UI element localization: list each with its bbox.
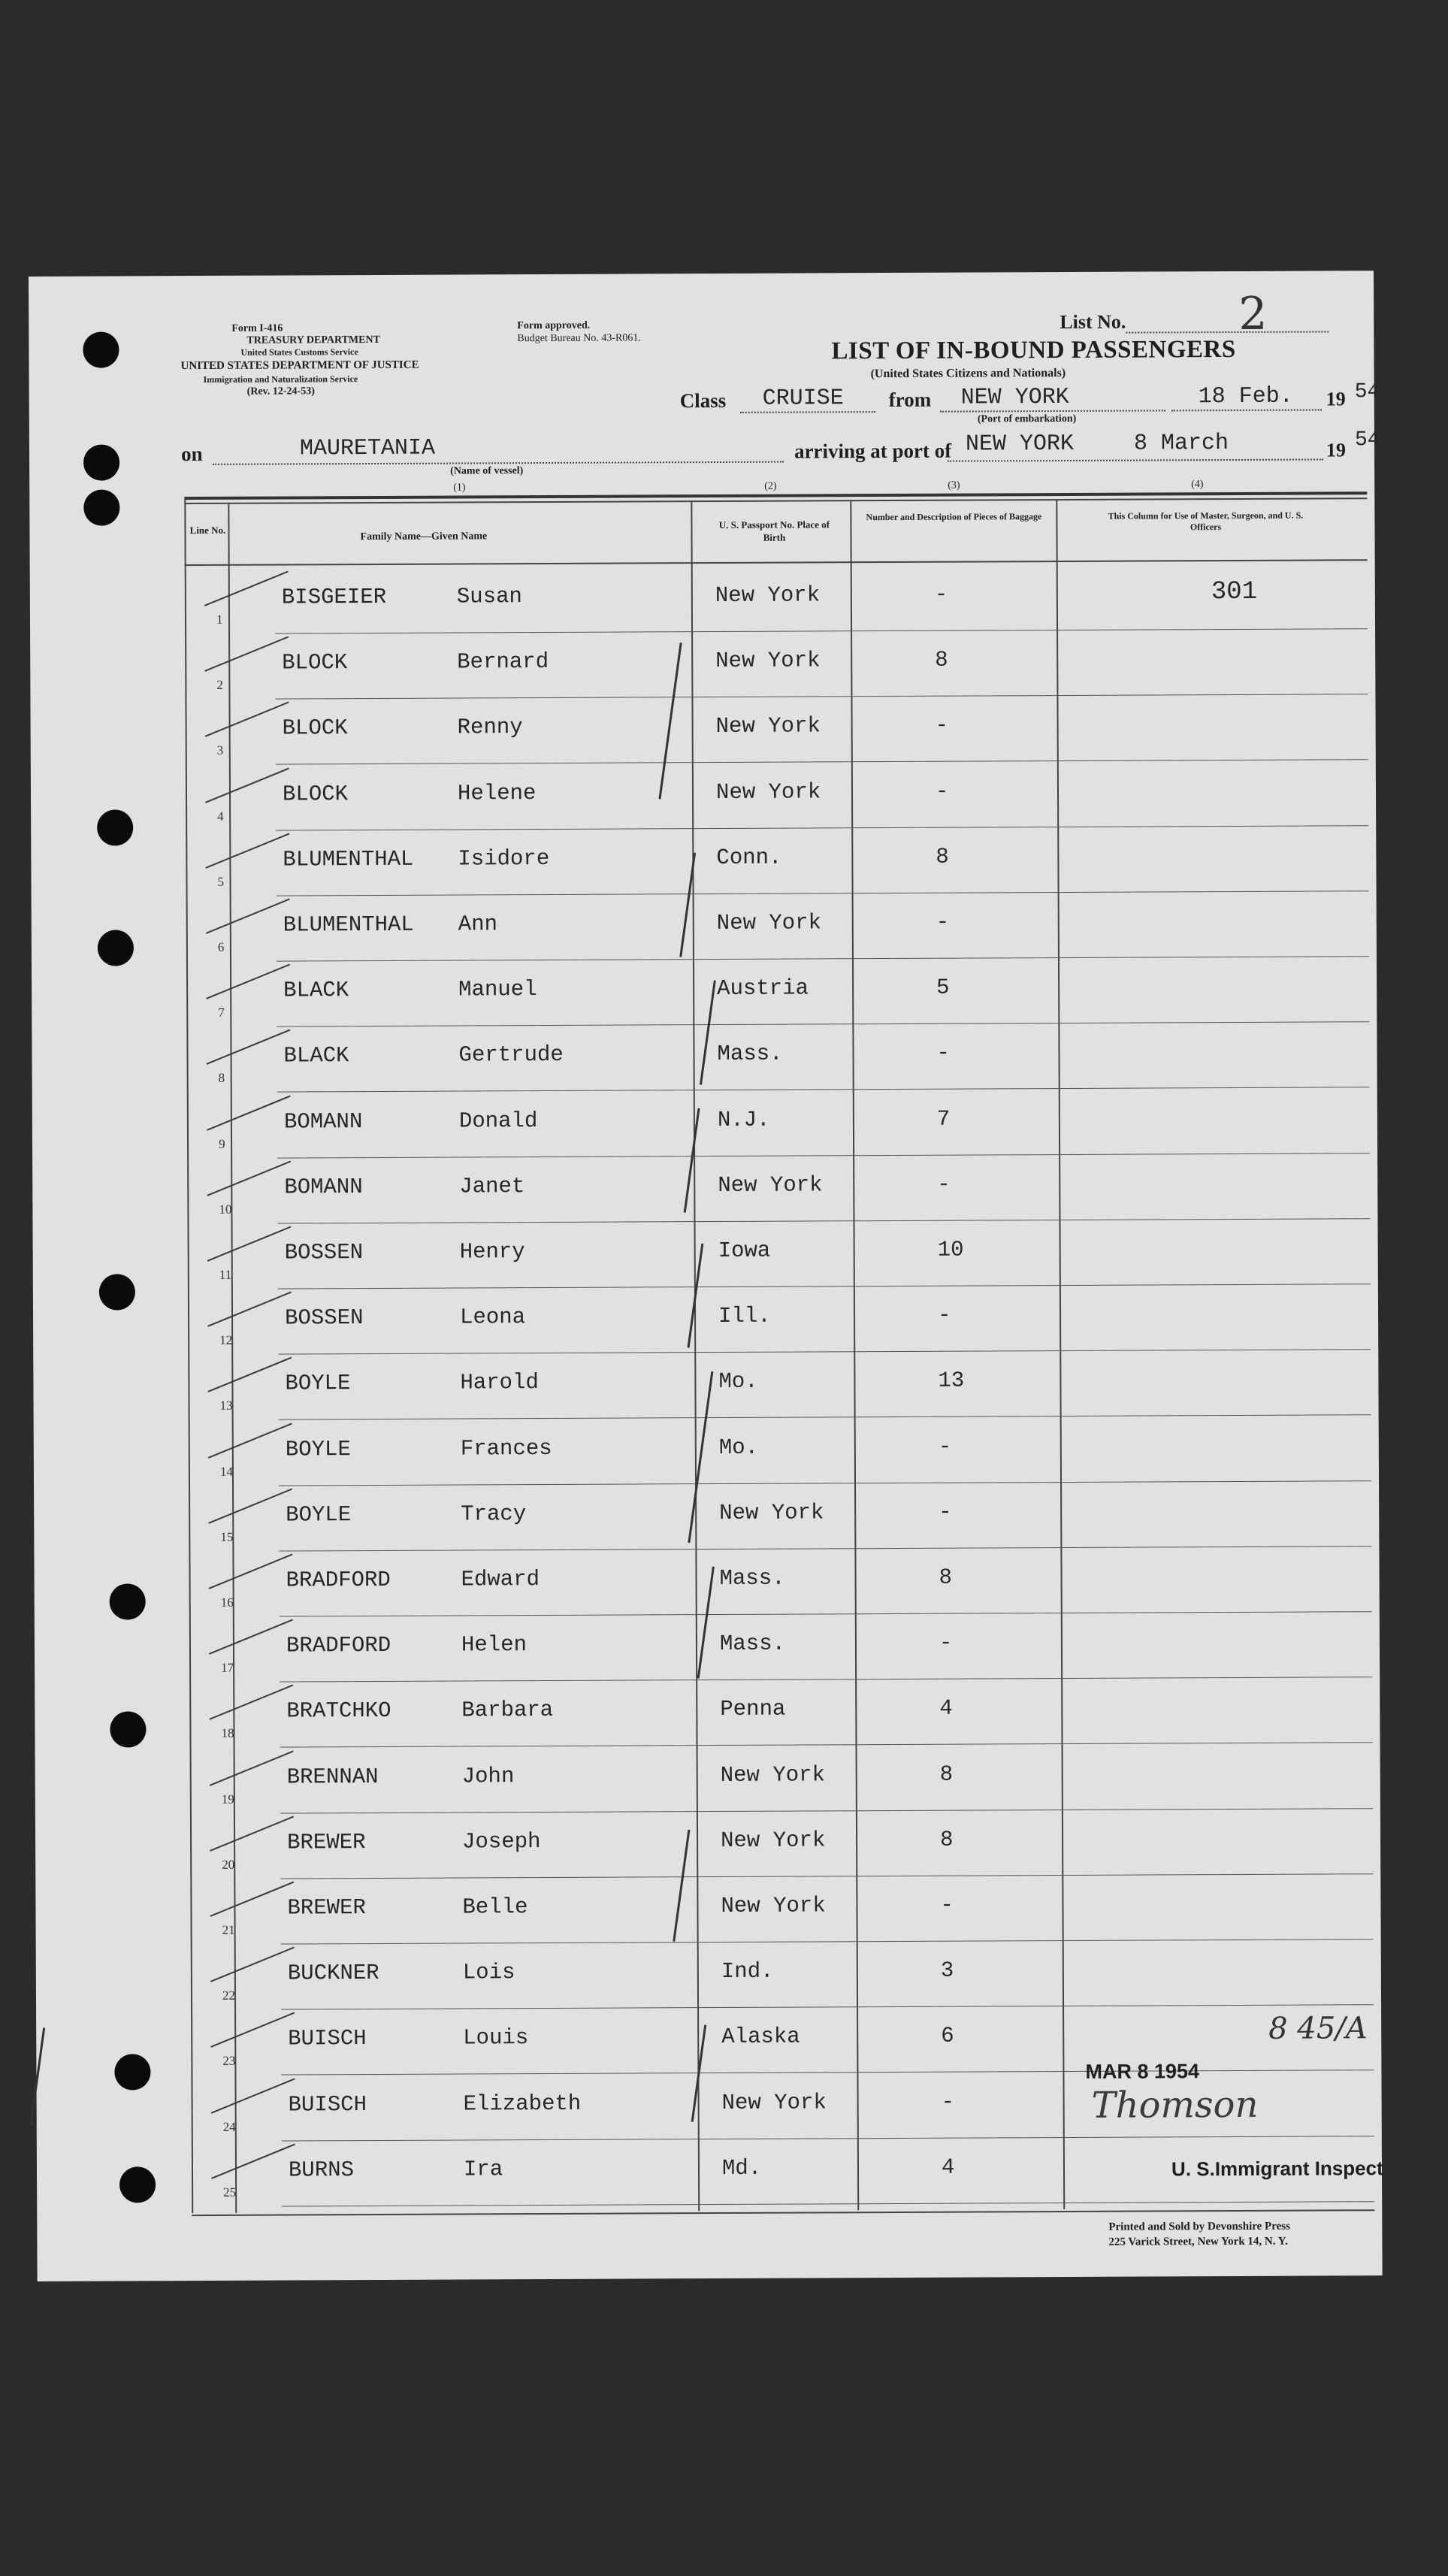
col-number: (1) [453,482,466,494]
baggage-count: 8 [935,647,948,673]
baggage-count: - [937,1172,951,1197]
given-name: Helen [461,1632,528,1658]
document-title: LIST OF IN-BOUND PASSENGERS [831,335,1236,365]
printer-line: 225 Varick Street, New York 14, N. Y. [1108,2235,1288,2248]
birth-place: Mass. [717,1042,783,1067]
line-number: 24 [222,2119,236,2134]
baggage-count: - [941,2089,955,2115]
given-name: Belle [462,1894,528,1920]
tally-slash [211,2143,295,2178]
given-name: Leona [459,1305,526,1330]
class-value: CRUISE [762,385,844,412]
line-number: 7 [218,1005,225,1020]
given-name: Janet [459,1173,525,1199]
tally-slash [207,1095,291,1130]
birth-place: New York [721,1828,826,1853]
family-name: BUISCH [288,2091,367,2118]
family-name: BOSSEN [284,1240,364,1265]
given-name: Harold [460,1370,539,1395]
birth-place: New York [720,1761,826,1788]
line-number: 9 [218,1136,225,1151]
baggage-count: - [939,1499,952,1525]
port-of-embarkation-caption: (Port of embarkation) [977,413,1077,425]
given-name: Isidore [458,845,550,872]
given-name: Manuel [458,977,537,1002]
col-number: (4) [1191,479,1204,491]
table-row [35,1809,1380,1880]
arrival-underline [948,458,1323,461]
given-name: Tracy [461,1501,527,1527]
department-line: United States Customs Service [240,346,358,358]
family-name: BOYLE [285,1371,351,1396]
tally-slash [205,767,289,803]
baggage-count: 8 [939,1565,953,1590]
tally-slash [209,1685,293,1720]
birth-place: New York [715,713,821,739]
tally-slash [211,2078,295,2113]
printer-line: Printed and Sold by Devonshire Press [1108,2220,1290,2233]
baggage-count: - [936,909,950,935]
tally-slash [207,1160,291,1196]
table-row [34,1481,1379,1553]
birth-place: New York [719,1500,824,1525]
line-number: 1 [216,612,223,627]
birth-place: Iowa [718,1238,771,1264]
table-row [36,1940,1381,2011]
birth-place: New York [715,648,821,674]
line-number: 13 [219,1398,233,1413]
tally-slash [209,1619,293,1655]
line-number: 5 [217,874,225,889]
birth-place: New York [721,1893,826,1918]
class-underline [740,411,875,413]
year-prefix: 19 [1326,439,1347,461]
stamp-date: MAR 8 1954 [1085,2060,1200,2083]
line-number: 2 [216,678,223,693]
table-row [35,1874,1380,1946]
form-approved: Form approved. [517,319,591,332]
given-name: Frances [460,1435,552,1462]
baggage-count: 10 [937,1237,964,1262]
arrival-year: 54 [1354,428,1380,452]
date-underline [1171,409,1322,411]
given-name: Donald [458,1108,538,1134]
given-name: Helene [457,780,537,806]
header-name: Family Name—Given Name [360,531,488,543]
line-number: 12 [219,1333,233,1348]
given-name: Gertrude [458,1042,564,1068]
given-name: Ira [463,2157,503,2182]
tally-slash [206,899,290,934]
birth-place: Ill. [718,1303,771,1329]
vessel-underline [213,461,784,465]
family-name: BLOCK [282,715,348,741]
birth-place: Ind. [721,1958,774,1985]
baggage-count: - [936,1041,950,1066]
family-name: BOYLE [286,1501,352,1528]
budget-bureau-no: Budget Bureau No. 43-R061. [517,332,641,345]
family-name: BLUMENTHAL [283,912,414,938]
table-row [33,1219,1378,1290]
line-number: 18 [221,1726,234,1741]
list-no-value: 2 [1238,287,1268,340]
col-number: (2) [764,480,777,492]
tally-slash [205,833,289,868]
punch-hole [83,331,119,367]
line-number: 6 [217,939,225,954]
family-name: BURNS [288,2157,355,2183]
punch-hole [83,444,119,480]
birth-place: Penna [720,1697,786,1722]
birth-place: Austria [717,975,809,1002]
tally-slash [208,1488,292,1523]
birth-place: N.J. [717,1107,770,1132]
baggage-count: - [939,1630,953,1655]
family-name: BREWER [287,1829,366,1855]
baggage-count: 8 [936,844,949,869]
family-name: BOYLE [285,1436,351,1462]
department-line: UNITED STATES DEPARTMENT OF JUSTICE [180,358,419,373]
family-name: BOMANN [284,1174,363,1200]
table-row [34,1416,1379,1487]
family-name: BISGEIER [281,584,387,610]
birth-place: New York [718,1172,823,1198]
given-name: Louis [463,2025,529,2051]
baggage-count: 8 [939,1761,954,1787]
stamp-title: U. S.Immigrant Inspect [1171,2157,1383,2181]
baggage-count: 6 [941,2024,954,2049]
tally-slash [210,1947,295,1982]
family-name: BLUMENTHAL [283,846,414,872]
line-number: 4 [217,809,224,824]
table-row [30,629,1375,700]
header-birthplace: U. S. Passport No. Place of Birth [718,519,830,543]
punch-hole [83,489,119,525]
family-name: BRATCHKO [286,1698,391,1724]
on-label: on [180,442,203,466]
baggage-count: 4 [941,2154,955,2180]
baggage-count: 7 [936,1106,951,1132]
table-row [30,564,1375,635]
table-bottom-rule [192,2209,1374,2216]
header-official: This Column for Use of Master, Surgeon, and U. S. Officers [1108,509,1304,533]
line-number: 3 [216,743,224,758]
official-note: 301 [1211,577,1258,607]
given-name: Renny [457,715,523,740]
baggage-count: - [934,582,948,607]
tally-slash [206,964,290,999]
birth-place: Mo. [718,1369,758,1395]
line-number: 10 [219,1202,232,1217]
tally-slash [207,1357,292,1392]
family-name: BRADFORD [286,1567,391,1593]
line-number: 20 [222,1857,235,1872]
birth-place: New York [715,582,821,609]
family-name: BUISCH [288,2026,367,2051]
family-name: BOSSEN [284,1305,364,1331]
line-number: 11 [219,1267,232,1282]
tally-slash [205,702,289,737]
list-no-underline [1126,331,1329,333]
stamp-time-note: 8 45/A [1268,2011,1368,2046]
row-rule [282,2201,1374,2206]
family-name: BLOCK [282,650,348,676]
department-line: TREASURY DEPARTMENT [246,334,380,346]
baggage-count: - [935,779,949,804]
header-line-no: Line No. [189,524,226,537]
family-name: BOMANN [283,1108,363,1135]
birth-place: Alaska [721,2024,800,2050]
line-number: 17 [221,1661,234,1676]
departure-year: 54 [1354,380,1380,404]
family-name: BREWER [287,1895,366,1921]
tally-slash [210,1882,295,1917]
table-row [32,1153,1377,1225]
arriving-label: arriving at port of [794,439,952,463]
birth-place: Mass. [719,1631,786,1657]
tally-slash [207,1292,292,1327]
baggage-count: 5 [936,975,950,1000]
tally-slash [207,1226,292,1262]
birth-place: Conn. [716,845,782,870]
form-id: Form I-416 [231,322,283,334]
tally-slash [210,1750,294,1785]
baggage-count: 3 [940,1958,954,1983]
tally-slash [208,1423,292,1458]
family-name: BRADFORD [286,1633,391,1658]
given-name: Ann [458,912,498,937]
table-row [31,760,1376,832]
given-name: Joseph [462,1828,541,1855]
line-number: 16 [220,1595,234,1610]
table-row [33,1284,1378,1356]
family-name: BUCKNER [287,1961,379,1986]
given-name: Susan [456,584,522,609]
baggage-count: - [938,1434,952,1459]
baggage-count: 13 [938,1368,965,1394]
list-no-label: List No. [1060,310,1126,334]
from-value: NEW YORK [960,384,1069,411]
table-row [32,891,1377,963]
given-name: Lois [462,1960,515,1985]
vessel-caption: (Name of vessel) [450,465,524,477]
line-number: 15 [220,1529,234,1544]
header-baggage: Number and Description of Pieces of Baggage [866,511,1042,523]
arrival-date: 8 March [1133,431,1229,457]
year-prefix: 19 [1326,388,1346,410]
given-name: Edward [461,1567,540,1592]
table-row [35,1743,1380,1815]
tally-slash [207,1029,291,1065]
line-number: 19 [221,1791,234,1807]
birth-place: Mo. [718,1435,759,1460]
given-name: Bernard [457,649,549,675]
tally-slash [204,571,289,606]
passenger-list-document [29,271,1383,2281]
table-row [35,1612,1380,1683]
table-row [35,1678,1380,1749]
arrival-port: NEW YORK [965,431,1075,458]
department-line: (Rev. 12-24-53) [246,385,315,398]
given-name: Henry [459,1239,525,1265]
family-name: BLOCK [282,781,349,807]
inspector-signature: Thomson [1091,2083,1259,2127]
line-number: 25 [223,2184,237,2200]
table-row [31,826,1376,897]
document-subtitle: (United States Citizens and Nationals) [870,366,1066,381]
tally-slash [209,1554,293,1589]
col-number: (3) [948,479,960,491]
tally-slash [204,636,289,672]
given-name: John [461,1763,515,1789]
line-number: 14 [219,1464,233,1479]
family-name: BLACK [283,978,349,1003]
baggage-count: 4 [939,1696,953,1722]
department-line: Immigration and Naturalization Service [203,373,358,385]
birth-place: Md. [721,2155,762,2181]
baggage-count: - [940,1892,954,1918]
baggage-count: 8 [940,1827,954,1852]
from-label: from [888,388,932,412]
baggage-count: - [935,713,949,739]
birth-place: New York [721,2089,827,2115]
baggage-count: - [937,1302,951,1328]
tally-slash [210,1816,294,1851]
line-number: 8 [218,1071,225,1086]
given-name: Elizabeth [463,2091,582,2117]
birth-place: New York [716,910,822,936]
table-row [30,695,1375,766]
given-name: Barbara [461,1698,554,1723]
family-name: BLACK [283,1043,349,1069]
table-row [32,957,1377,1028]
birth-place: New York [715,779,821,805]
departure-date: 18 Feb. [1198,383,1293,410]
line-number: 22 [222,1988,236,2003]
table-row [32,1088,1377,1160]
vessel-name: MAURETANIA [299,435,436,462]
tally-slash [210,2012,295,2048]
line-number: 23 [222,2054,236,2069]
class-label: Class [679,389,727,413]
birth-place: Mass. [719,1565,785,1592]
line-number: 21 [222,1922,235,1937]
family-name: BRENNAN [286,1764,379,1790]
